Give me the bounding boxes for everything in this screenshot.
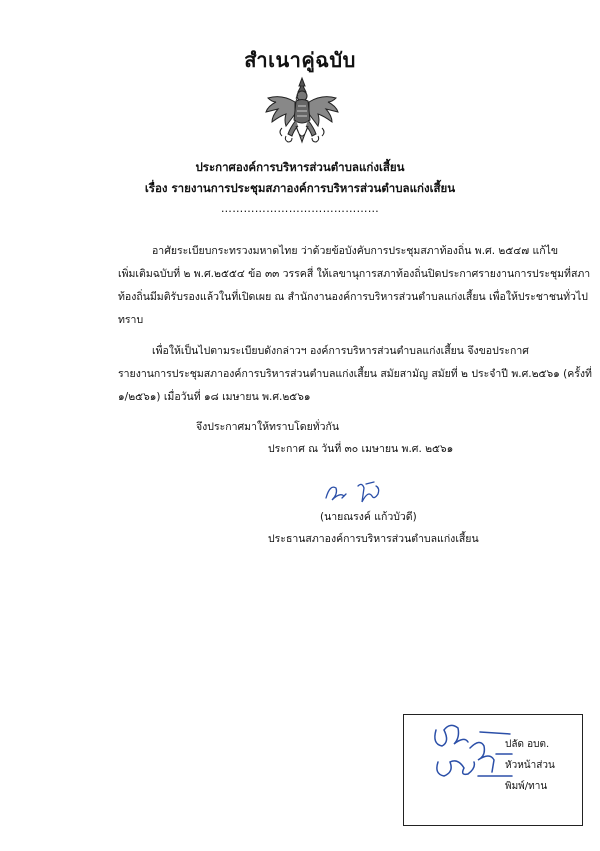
announcement-date: ประกาศ ณ วันที่ ๓๐ เมษายน พ.ศ. ๒๕๖๑ xyxy=(268,443,454,455)
subject-heading: เรื่อง รายงานการประชุมสภาองค์การบริหารส่วนตำบลแก่งเสี้ยน xyxy=(144,181,456,195)
stamp-title: สำเนาคู่ฉบับ xyxy=(244,48,356,72)
paragraph-line: ท้องถิ่นมีมติรับรองแล้วในที่เปิดเผย ณ สำนักงานองค์การบริหารส่วนตำบลแก่งเสี้ยน เพื่อให้ประชาชนทั่วไป xyxy=(118,291,588,303)
approval-section-head: หัวหน้าส่วน xyxy=(505,760,555,771)
paragraph-line: อาศัยระเบียบกระทรวงมหาดไทย ว่าด้วยข้อบังคับการประชุมสภาท้องถิ่น พ.ศ. ๒๕๔๗ แก้ไข xyxy=(152,245,559,257)
signer-name: (นายณรงค์ แก้วบัวดี) xyxy=(320,511,417,523)
signer-title: ประธานสภาองค์การบริหารส่วนตำบลแก่งเสี้ยน xyxy=(268,533,479,545)
paragraph-line: ทราบ xyxy=(118,314,144,326)
approval-typist: พิมพ์/ทาน xyxy=(505,781,548,792)
separator-dots: …………………………………… xyxy=(220,202,380,215)
paragraph-line: เพื่อให้เป็นไปตามระเบียบดังกล่าวฯ องค์การบริหารส่วนตำบลแก่งเสี้ยน จึงขอประกาศ xyxy=(152,345,529,357)
paragraph-line: รายงานการประชุมสภาองค์การบริหารส่วนตำบลแก่งเสี้ยน สมัยสามัญ สมัยที่ ๒ ประจำปี พ.ศ.๒๕๖๑ (ครั้งที่ xyxy=(118,368,592,380)
announcement-heading: ประกาศองค์การบริหารส่วนตำบลแก่งเสี้ยน xyxy=(195,160,405,174)
paragraph-line: ๑/๒๕๖๑) เมื่อวันที่ ๑๘ เมษายน พ.ศ.๒๕๖๑ xyxy=(118,391,311,403)
paragraph-line: เพิ่มเติมฉบับที่ ๒ พ.ศ.๒๕๕๔ ข้อ ๓๓ วรรคสี่ ให้เลขานุการสภาท้องถิ่นปิดประกาศรายงานการประชุมที่สภา xyxy=(118,268,591,280)
garuda-emblem xyxy=(262,76,342,151)
closing-line: จึงประกาศมาให้ทราบโดยทั่วกัน xyxy=(196,421,340,433)
signature xyxy=(318,478,418,508)
approval-chief-officer: ปลัด อบต. xyxy=(505,739,550,750)
